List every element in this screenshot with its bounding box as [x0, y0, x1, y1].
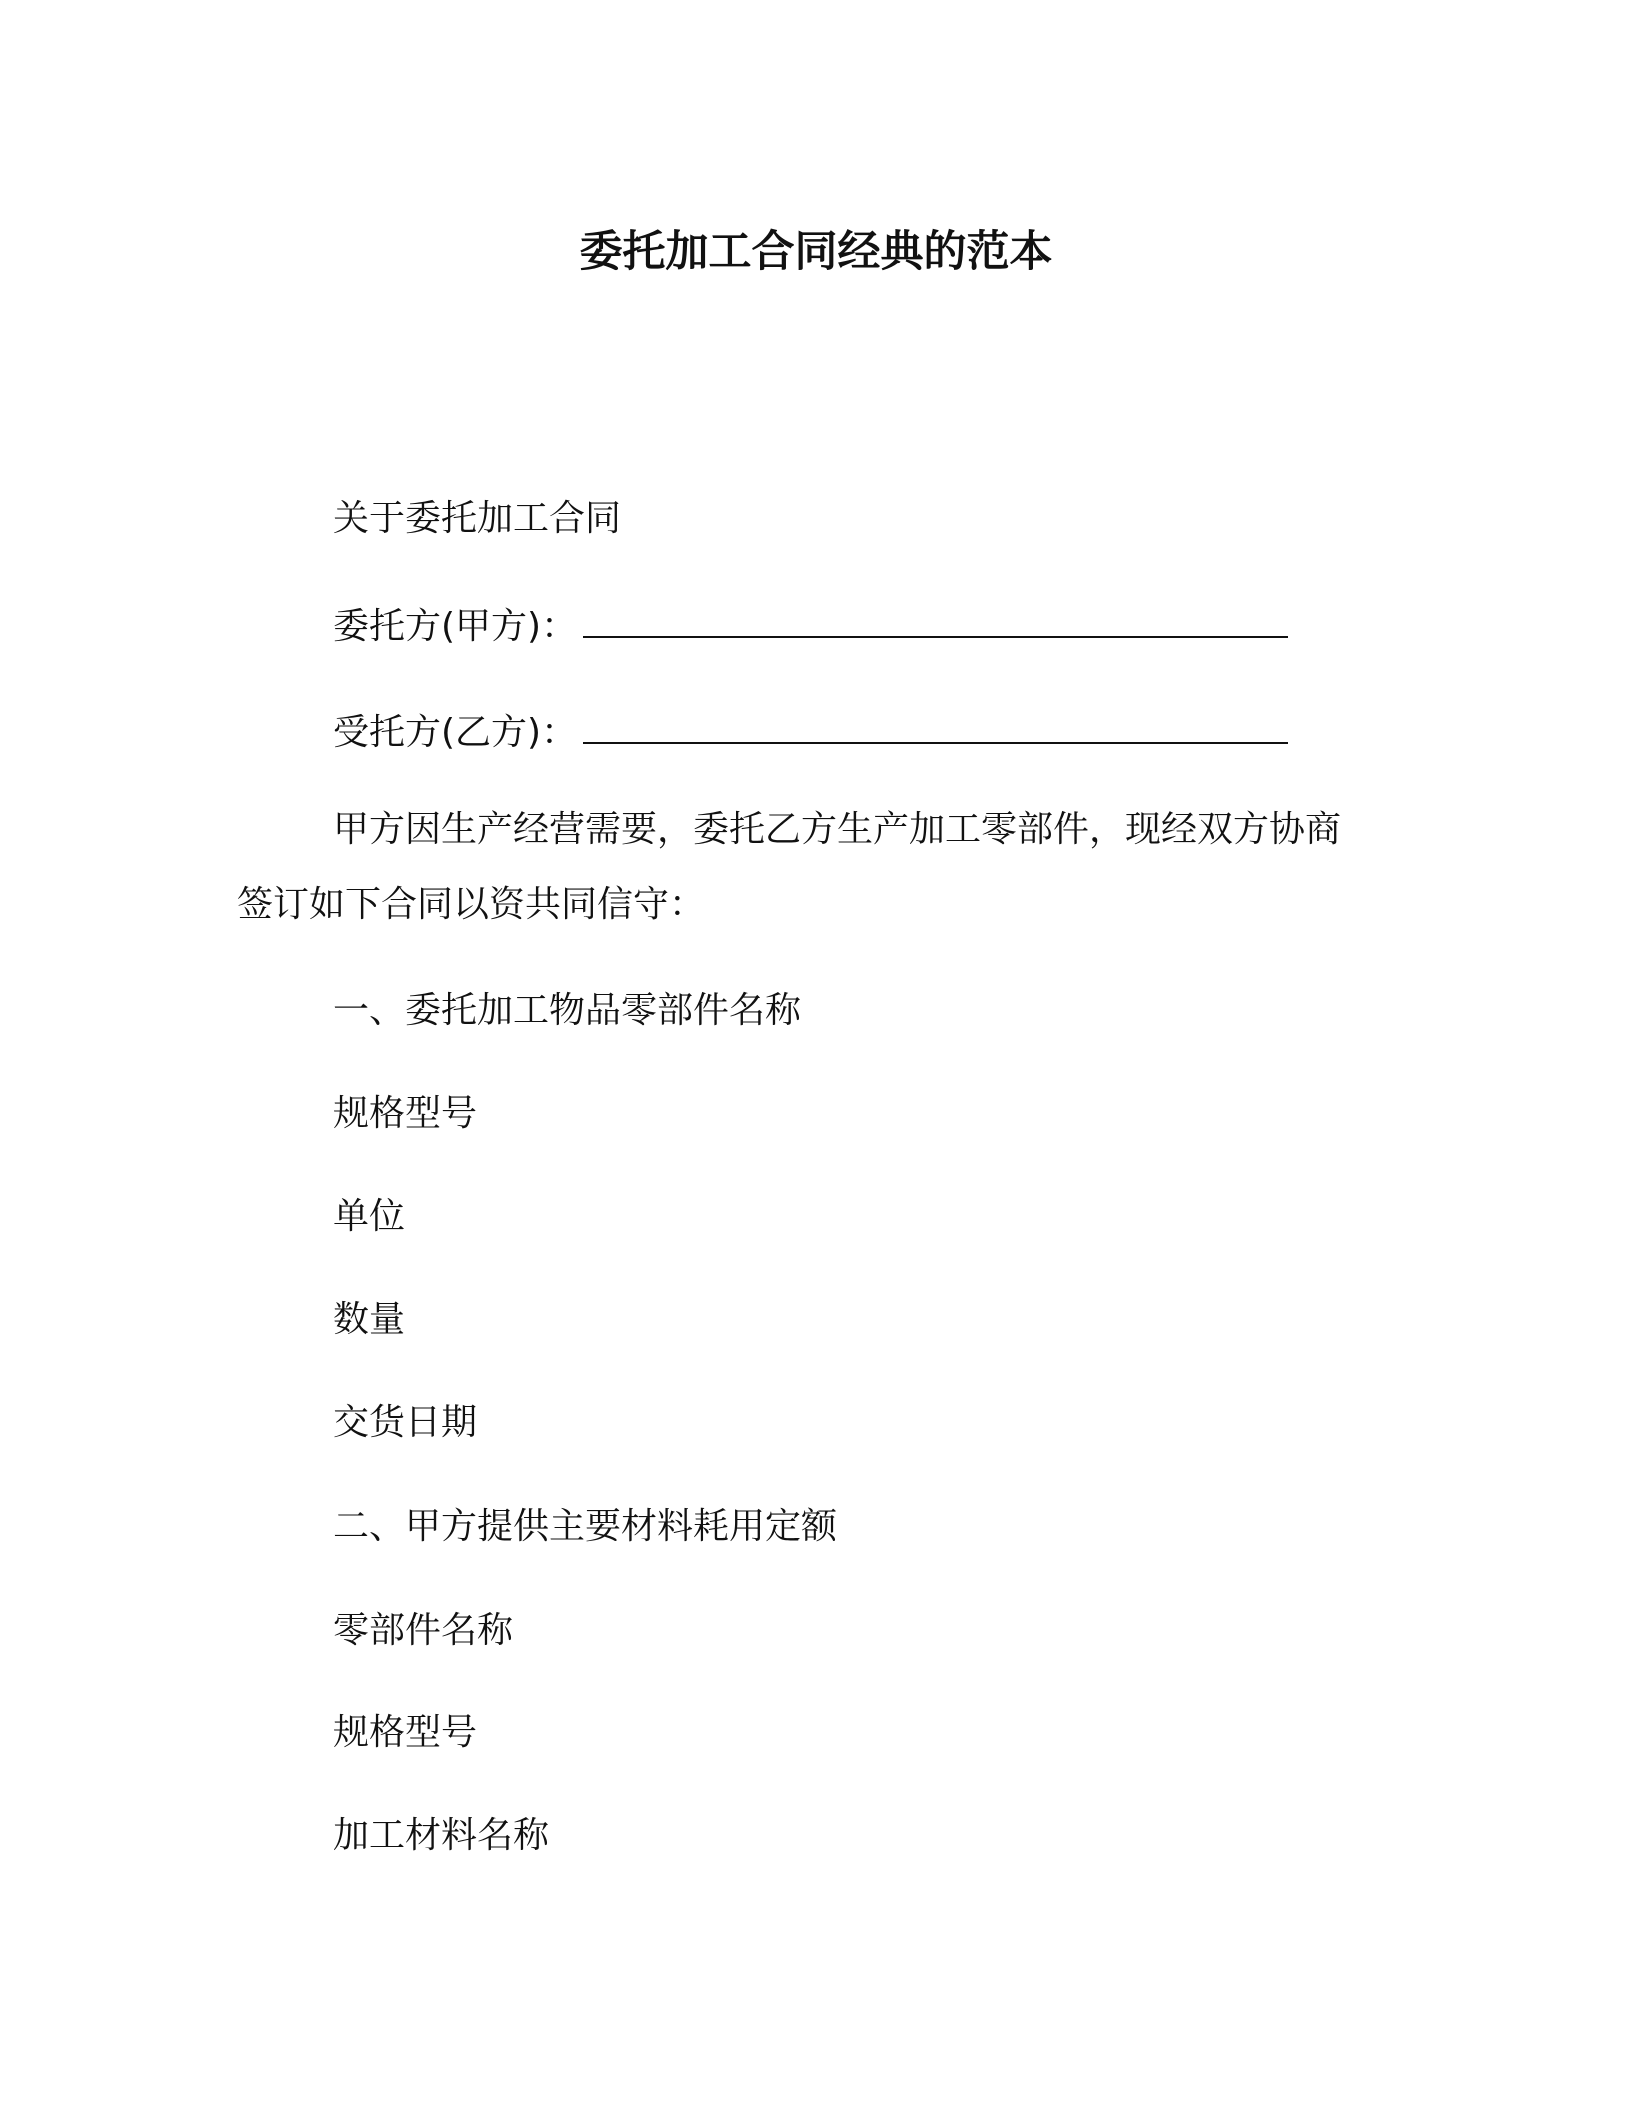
section-2-part-name: 零部件名称 [333, 1610, 514, 1651]
party-a-label: 委托方(甲方)： [333, 606, 578, 647]
intro-paragraph-line-1: 甲方因生产经营需要，委托乙方生产加工零部件，现经双方协商 [333, 809, 1342, 850]
section-1-spec: 规格型号 [333, 1093, 478, 1134]
section-1-delivery-date: 交货日期 [333, 1402, 478, 1443]
party-b-label: 受托方(乙方)： [333, 712, 578, 753]
party-b-line [333, 708, 1288, 758]
section-1-unit: 单位 [333, 1196, 406, 1237]
section-2-title: 二、甲方提供主要材料耗用定额 [333, 1506, 838, 1547]
section-1-title: 一、委托加工物品零部件名称 [333, 990, 802, 1031]
section-2-material-name: 加工材料名称 [333, 1815, 550, 1856]
intro-paragraph-line-2: 签订如下合同以资共同信守： [237, 884, 706, 925]
party-b-blank [583, 708, 1288, 744]
party-a-blank [583, 602, 1288, 638]
document-title: 委托加工合同经典的范本 [579, 227, 1053, 277]
section-2-spec: 规格型号 [333, 1712, 478, 1753]
section-1-quantity: 数量 [333, 1299, 406, 1340]
party-a-line [333, 602, 1288, 652]
contract-heading: 关于委托加工合同 [333, 498, 622, 539]
